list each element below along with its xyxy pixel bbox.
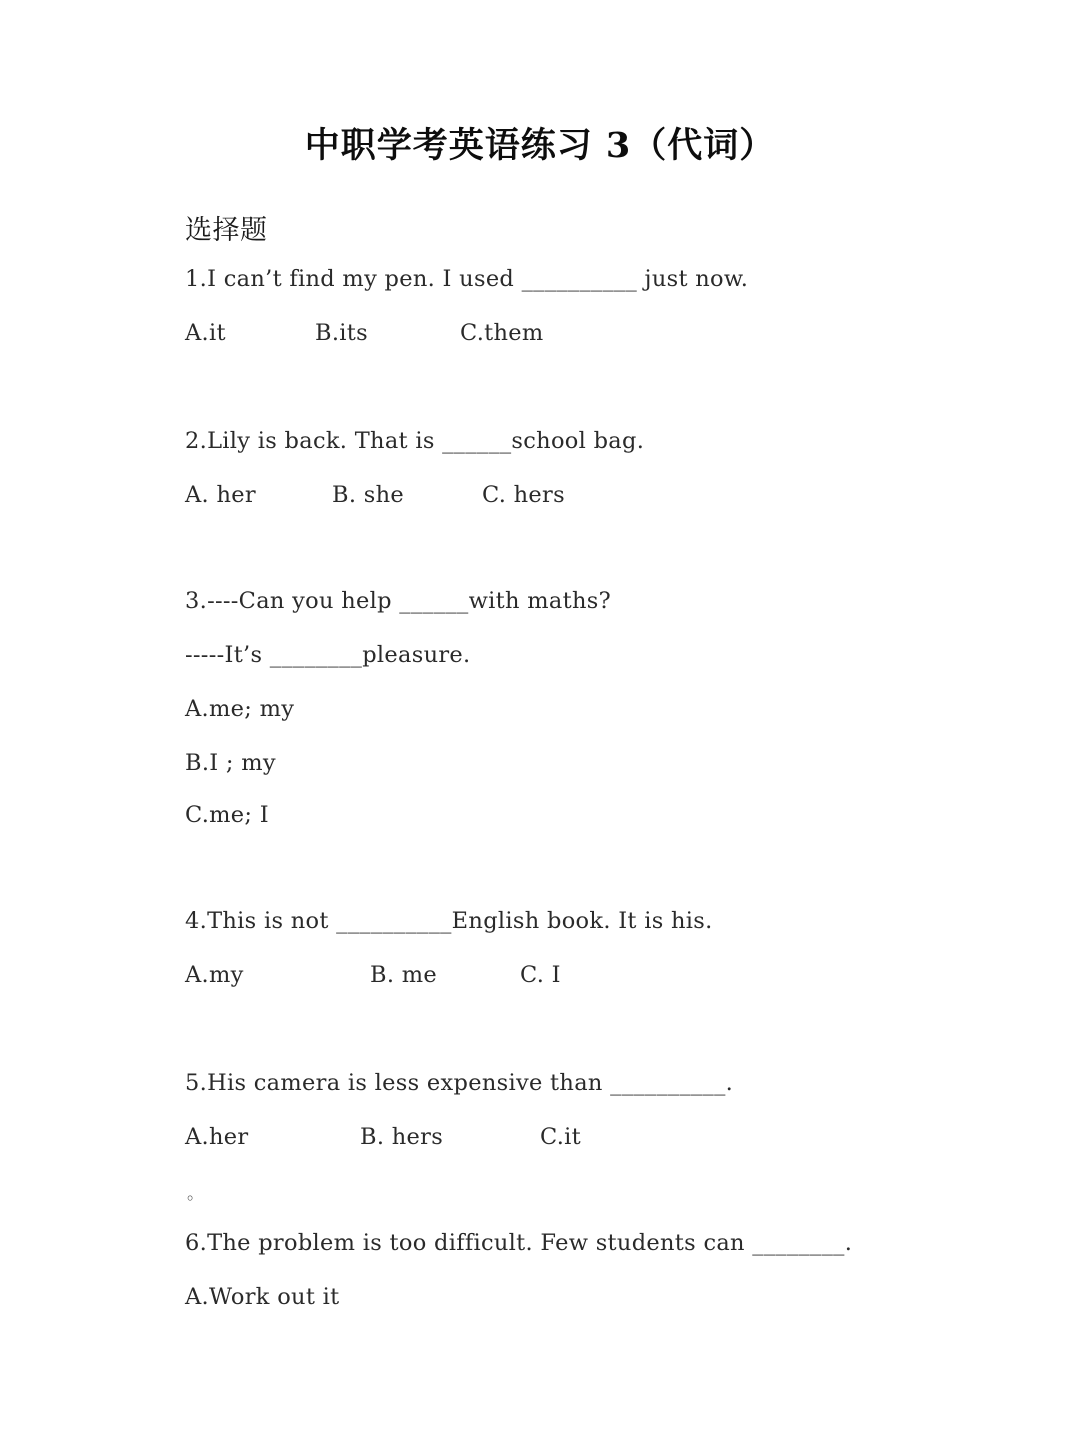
question-2-text: 2.Lily is back. That is ______school bag. bbox=[185, 428, 645, 454]
question-2-option-b[interactable]: B. she bbox=[332, 482, 404, 508]
section-heading-multiple-choice: 选择题 bbox=[185, 215, 268, 246]
question-3-text-line-2: -----It’s ________pleasure. bbox=[185, 642, 471, 668]
stray-punctuation-mark: 。 bbox=[187, 1184, 204, 1204]
question-3-option-a-row bbox=[185, 698, 965, 721]
question-3-option-b[interactable]: B.I ; my bbox=[185, 750, 276, 776]
question-2-option-c[interactable]: C. hers bbox=[482, 482, 565, 508]
question-4-option-b[interactable]: B. me bbox=[370, 962, 437, 988]
question-3-option-c[interactable]: C.me; I bbox=[185, 802, 269, 828]
option-row bbox=[185, 964, 965, 987]
question-5-options bbox=[185, 1126, 965, 1149]
question-1-options bbox=[185, 322, 965, 345]
question-5-option-c[interactable]: C.it bbox=[540, 1124, 582, 1150]
question-4-stem bbox=[185, 910, 965, 933]
option-row bbox=[185, 1126, 965, 1149]
question-6-options bbox=[185, 1286, 965, 1309]
question-5-text: 5.His camera is less expensive than __________. bbox=[185, 1070, 734, 1096]
question-4-options bbox=[185, 964, 965, 987]
question-3-option-c-row bbox=[185, 804, 965, 827]
question-5-option-a[interactable]: A.her bbox=[185, 1124, 249, 1150]
question-2-options bbox=[185, 484, 965, 507]
question-1-option-a[interactable]: A.it bbox=[185, 320, 226, 346]
option-row bbox=[185, 484, 965, 507]
question-6-option-a[interactable]: A.Work out it bbox=[185, 1284, 340, 1310]
question-1-stem bbox=[185, 268, 965, 291]
question-4-option-a[interactable]: A.my bbox=[185, 962, 244, 988]
question-6-text: 6.The problem is too difficult. Few students can ________. bbox=[185, 1230, 853, 1256]
question-5-stem bbox=[185, 1072, 965, 1095]
question-5-option-b[interactable]: B. hers bbox=[360, 1124, 444, 1150]
option-row bbox=[185, 322, 965, 345]
question-3-stem-line-2 bbox=[185, 644, 965, 667]
page-title: 中职学考英语练习 3（代词） bbox=[304, 125, 776, 166]
question-1-option-b[interactable]: B.its bbox=[315, 320, 368, 346]
question-2-stem bbox=[185, 430, 965, 453]
question-6-stem bbox=[185, 1232, 965, 1255]
question-1-option-c[interactable]: C.them bbox=[460, 320, 544, 346]
question-3-text-line-1: 3.----Can you help ______with maths? bbox=[185, 588, 611, 614]
question-2-option-a[interactable]: A. her bbox=[185, 482, 256, 508]
question-1-text: 1.I can’t find my pen. I used __________ just now. bbox=[185, 266, 749, 292]
question-3-option-b-row bbox=[185, 752, 965, 775]
question-4-option-c[interactable]: C. I bbox=[520, 962, 561, 988]
question-3-option-a[interactable]: A.me; my bbox=[185, 696, 295, 722]
question-3-stem-line-1 bbox=[185, 590, 965, 613]
question-4-text: 4.This is not __________English book. It is his. bbox=[185, 908, 713, 934]
